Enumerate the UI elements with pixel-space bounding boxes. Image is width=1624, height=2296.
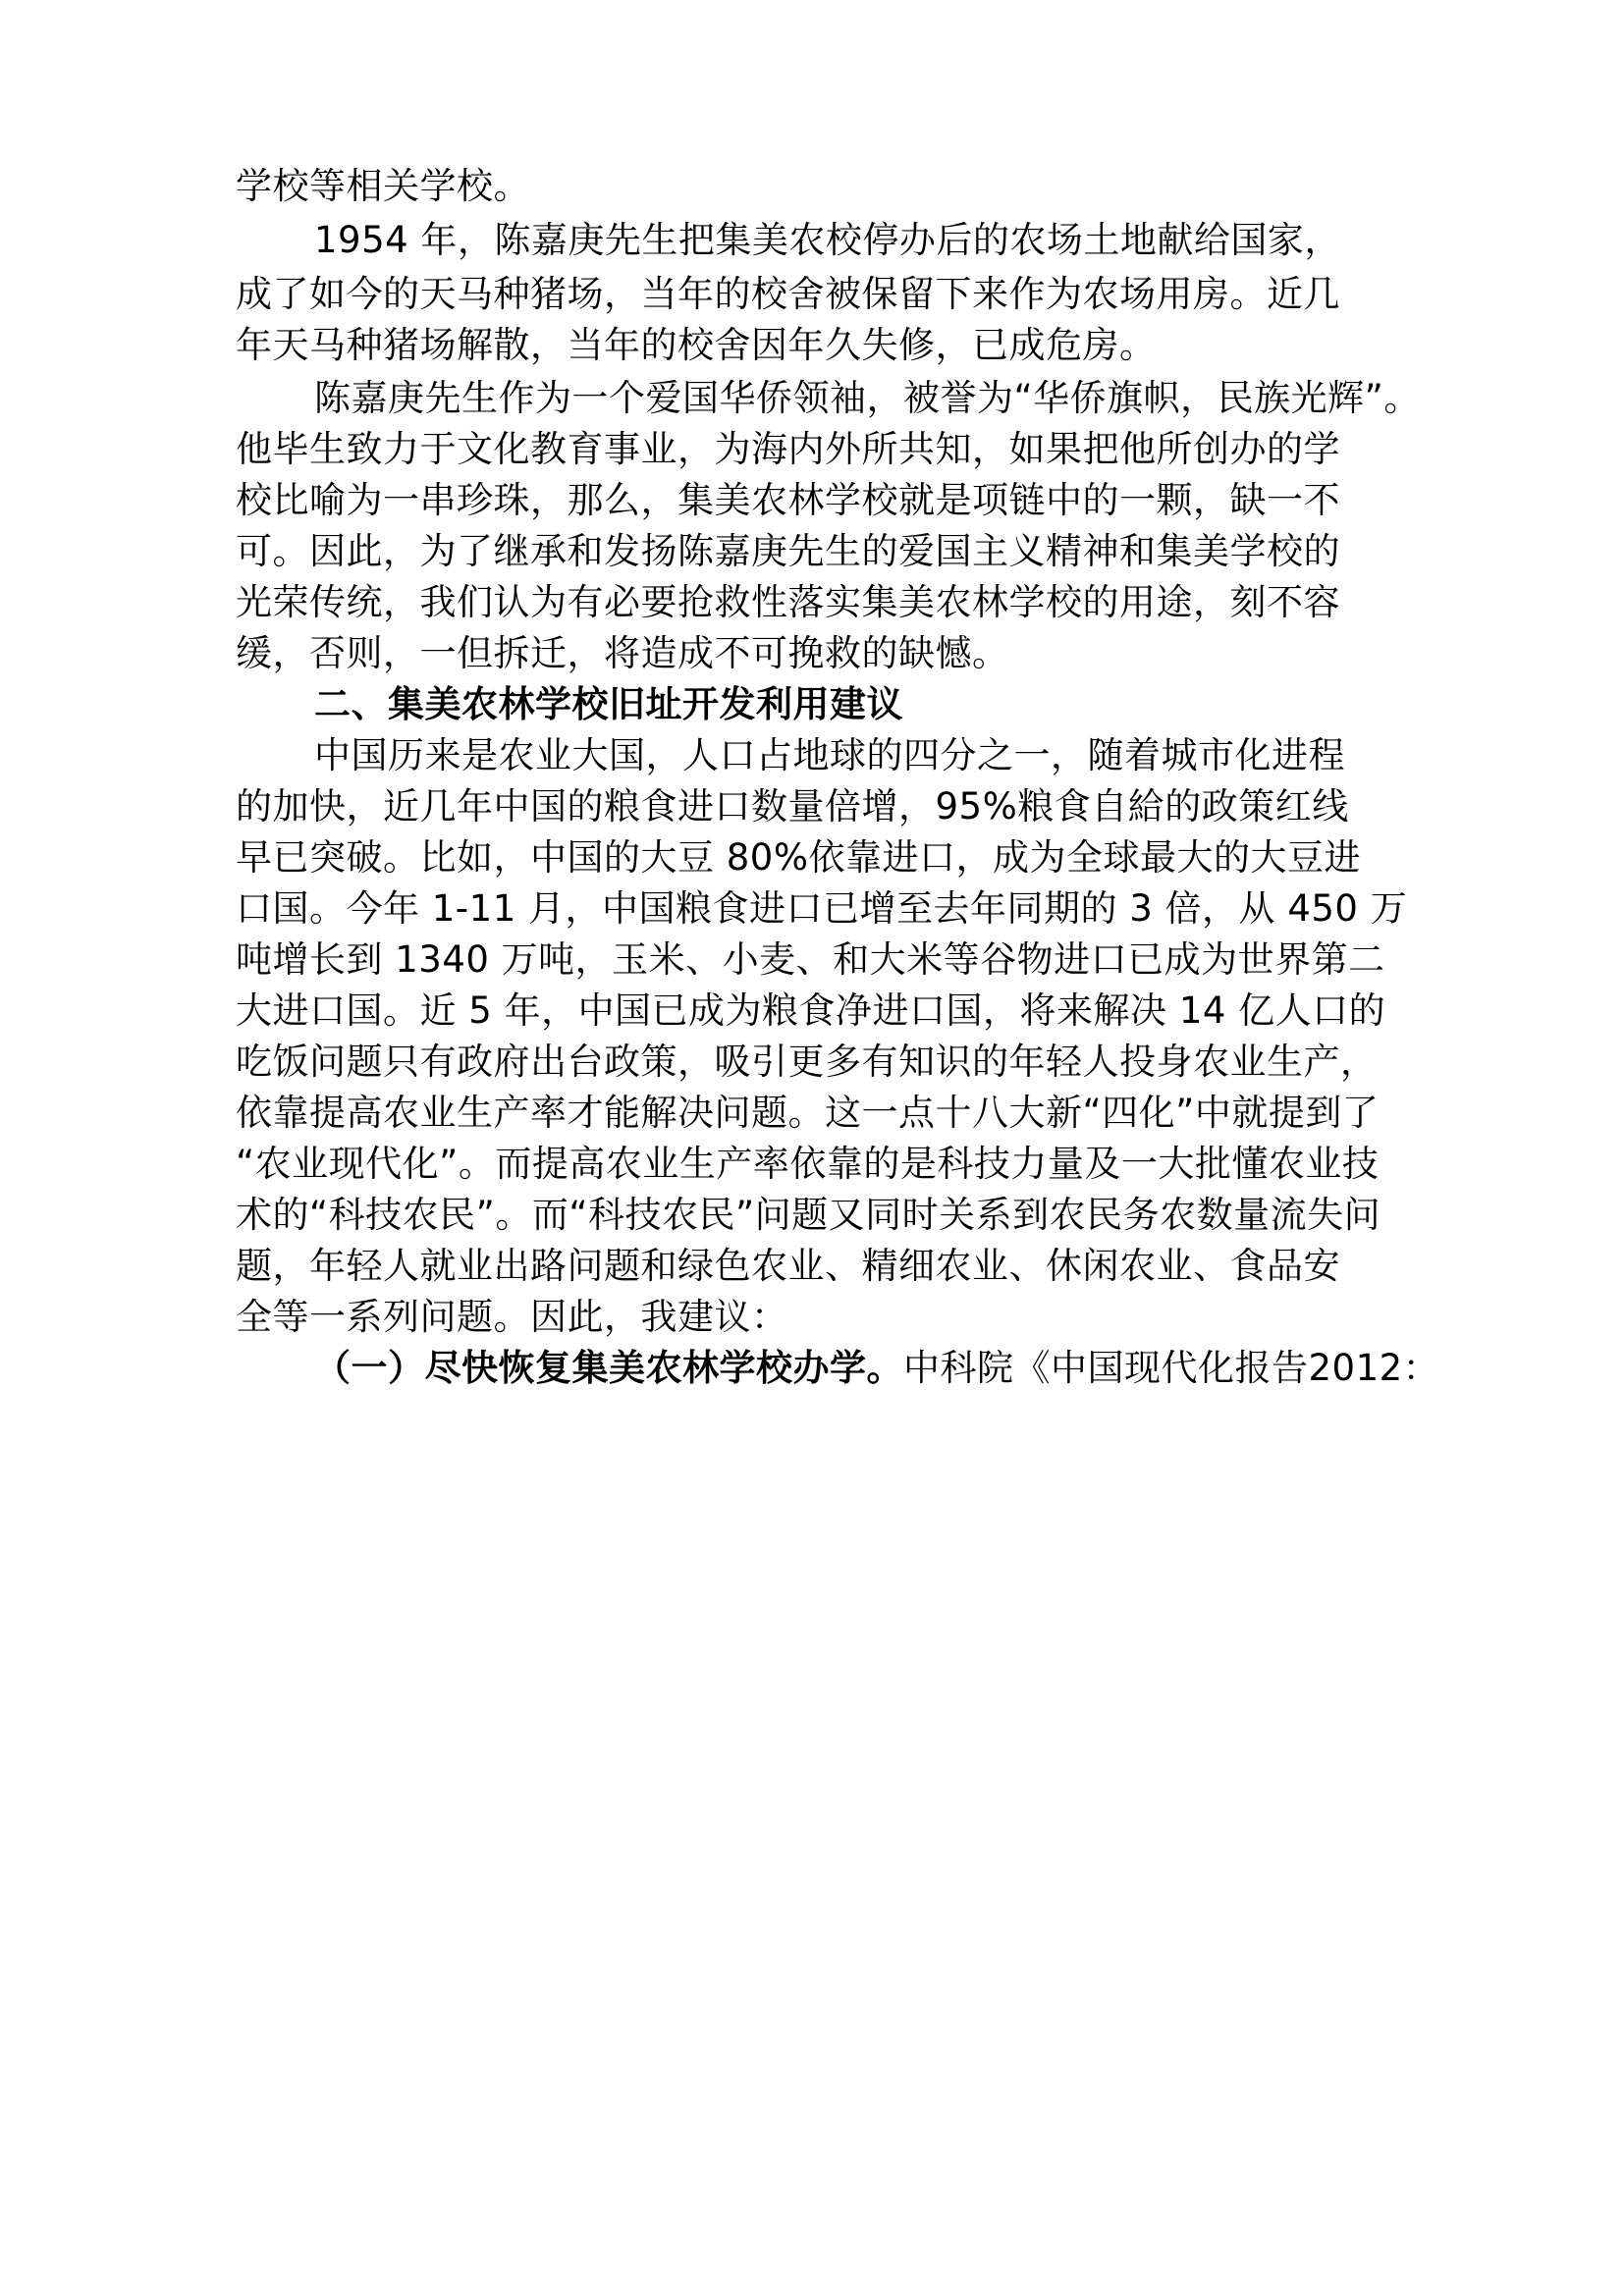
subsection-heading: （一）尽快恢复集美农林学校办学。 bbox=[314, 1347, 903, 1389]
text-line: 中国历来是农业大国，人口占地球的四分之一，随着城市化进程 bbox=[314, 734, 1345, 776]
text-span: 中科院《中国现代化报告2012： bbox=[903, 1347, 1440, 1389]
text-line: 可。因此，为了继承和发扬陈嘉庚先生的爱国主义精神和集美学校的 bbox=[236, 530, 1340, 572]
text-line: 大进口国。近 5 年，中国已成为粮食净进口国，将来解决 14 亿人口的 bbox=[236, 989, 1386, 1032]
text-line: 1954 年，陈嘉庚先生把集美农校停办后的农场土地献给国家， bbox=[314, 219, 1341, 261]
text-line: 依靠提高农业生产率才能解决问题。这一点十八大新“四化”中就提到了 bbox=[236, 1092, 1380, 1134]
text-line: 光荣传统，我们认为有必要抢救性落实集美农林学校的用途，刻不容 bbox=[236, 581, 1340, 623]
text-line: 年天马种猪场解散，当年的校舍因年久失修，已成危房。 bbox=[236, 324, 1157, 366]
text-line: 吨增长到 1340 万吨，玉米、小麦、和大米等谷物进口已成为世界第二 bbox=[236, 938, 1385, 981]
text-line: 校比喻为一串珍珠，那么，集美农林学校就是项链中的一颗，缺一不 bbox=[236, 479, 1340, 521]
text-line: 吃饭问题只有政府出台政策，吸引更多有知识的年轻人投身农业生产， bbox=[236, 1041, 1378, 1083]
text-line: 术的“科技农民”。而“科技农民”问题又同时关系到农民务农数量流失问 bbox=[236, 1194, 1381, 1236]
text-line: 早已突破。比如，中国的大豆 80%依靠进口，成为全球最大的大豆进 bbox=[236, 836, 1361, 879]
text-line: 题，年轻人就业出路问题和绿色农业、精细农业、休闲农业、食品安 bbox=[236, 1245, 1340, 1287]
section-heading: 二、集美农林学校旧址开发利用建议 bbox=[314, 683, 903, 725]
text-line: 的加快，近几年中国的粮食进口数量倍增，95%粮食自給的政策红线 bbox=[236, 785, 1349, 828]
text-line: 陈嘉庚先生作为一个爱国华侨领袖，被誉为“华侨旗帜，民族光辉”。 bbox=[314, 377, 1421, 419]
text-line: 缓，否则，一但拆迁，将造成不可挽救的缺憾。 bbox=[236, 632, 1009, 674]
text-line-mixed bbox=[314, 1339, 1492, 1398]
text-line: 学校等相关学校。 bbox=[236, 165, 530, 207]
text-line: 口国。今年 1-11 月，中国粮食进口已增至去年同期的 3 倍，从 450 万 bbox=[236, 887, 1408, 930]
text-line: 成了如今的天马种猪场，当年的校舍被保留下来作为农场用房。近几 bbox=[236, 273, 1340, 315]
text-line: “农业现代化”。而提高农业生产率依靠的是科技力量及一大批懂农业技 bbox=[236, 1143, 1380, 1185]
text-line: 他毕生致力于文化教育事业，为海内外所共知，如果把他所创办的学 bbox=[236, 428, 1340, 470]
text-line: 全等一系列问题。因此，我建议： bbox=[236, 1296, 788, 1338]
